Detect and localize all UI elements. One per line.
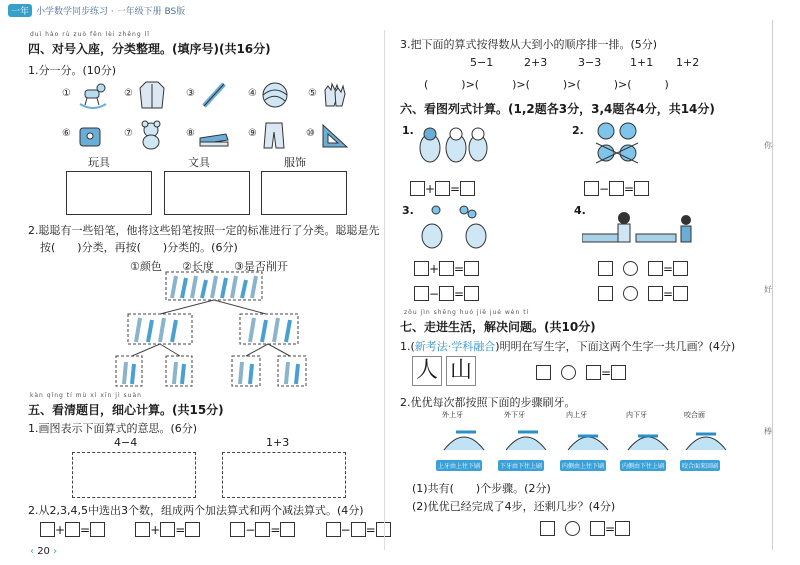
expr-1-plus-3: 1+3 xyxy=(266,436,290,449)
q7-2a[interactable]: (1)共有( )个步骤。(2分) xyxy=(412,482,551,495)
stapler-icon xyxy=(198,124,230,148)
answer-square[interactable] xyxy=(439,286,454,301)
sec5-q2: 2.从2,3,4,5中选出3个数，组成两个加法算式和两个减法算式。(4分) xyxy=(28,504,364,517)
page-header xyxy=(8,4,185,17)
char-ren: 人 xyxy=(412,356,442,386)
answer-square[interactable] xyxy=(230,522,245,537)
answer-circle[interactable] xyxy=(565,521,580,536)
step-label: 内上牙 xyxy=(566,411,587,419)
sec7-title: 七、走进生活，解决问题。(共10分) xyxy=(400,320,596,334)
pants-icon xyxy=(260,120,288,150)
answer-square[interactable] xyxy=(185,522,200,537)
expr-4-minus-4: 4−4 xyxy=(114,436,138,449)
step-label: 外下牙 xyxy=(504,411,525,419)
sec7-pinyin: zǒu jìn shēng huó jiě jué wèn tí xyxy=(404,309,530,316)
q7-1: 1.(新考法·学科融合)明明在写生字，下面这两个生字一共几画？(4分) xyxy=(400,340,736,353)
answer-square[interactable] xyxy=(590,521,605,536)
sec4-q2-line1: 2.聪聪有一些铅笔，他将这些铅笔按照一定的标准进行了分类。聪聪是先 xyxy=(28,224,380,237)
cardigan-icon xyxy=(138,80,166,110)
page-divider xyxy=(384,30,385,550)
num-10: ⑩ xyxy=(306,128,315,139)
answer-square[interactable] xyxy=(160,522,175,537)
num-1: ① xyxy=(62,88,71,99)
answer-square[interactable] xyxy=(464,286,479,301)
equation-q6-3b: − = xyxy=(414,283,479,302)
num-6: ⑥ xyxy=(62,128,71,139)
num-4: ④ xyxy=(248,88,257,99)
draw-box-1[interactable] xyxy=(72,452,196,498)
grade-badge: 一年 xyxy=(8,4,32,17)
q3-text: 3.把下面的算式按得数从大到小的顺序排一排。(5分) xyxy=(400,38,658,51)
expr-e: 1+2 xyxy=(676,56,700,69)
answer-square[interactable] xyxy=(615,521,630,536)
smiley-faces-picture xyxy=(594,120,644,166)
sec5-q1: 1.画图表示下面算式的意思。(6分) xyxy=(28,422,198,435)
answer-square[interactable] xyxy=(135,522,150,537)
step-tag: 下牙由下往上刷 xyxy=(498,460,544,471)
teeth-diagram xyxy=(436,422,736,456)
answer-square[interactable] xyxy=(609,181,624,196)
answer-circle[interactable] xyxy=(623,261,638,276)
equation-q7-2: = xyxy=(540,518,630,537)
answer-square[interactable] xyxy=(460,181,475,196)
expr-b: 2+3 xyxy=(524,56,548,69)
margin-char: 好 xyxy=(764,285,772,294)
step-tag: 内侧由下往上刷 xyxy=(620,460,666,471)
order-paren-row[interactable]: ( )>( )>( )>( )>( ) xyxy=(424,78,669,91)
toys-answer-box[interactable] xyxy=(66,171,152,215)
opt-sharpened: ③是否削开 xyxy=(234,260,288,273)
num-3: ③ xyxy=(186,88,195,99)
step-label: 咬合面 xyxy=(684,411,705,419)
stationery-answer-box[interactable] xyxy=(164,171,250,215)
expr-d: 1+1 xyxy=(630,56,654,69)
step-tag: 咬合面来回刷 xyxy=(680,460,720,471)
opt-color: ①颜色 xyxy=(130,260,162,273)
answer-circle[interactable] xyxy=(561,365,576,380)
answer-square[interactable] xyxy=(540,521,555,536)
answer-square[interactable] xyxy=(611,365,626,380)
cat-clothing-label: 服饰 xyxy=(284,156,306,169)
brushing-steps xyxy=(436,410,736,476)
sec4-pinyin: duì hào rù zuò fēn lèi zhěng lǐ xyxy=(30,31,150,38)
answer-square[interactable] xyxy=(351,522,366,537)
q6-1-label: 1. xyxy=(402,124,414,137)
answer-square[interactable] xyxy=(584,181,599,196)
step-tag: 内侧由上往下刷 xyxy=(560,460,606,471)
answer-square[interactable] xyxy=(40,522,55,537)
answer-square[interactable] xyxy=(255,522,270,537)
equation-q6-4a: = xyxy=(598,258,688,277)
expr-c: 3−3 xyxy=(578,56,602,69)
num-7: ⑦ xyxy=(124,128,133,139)
q7-1-text: 明明在写生字，下面这两个生字一共几画？(4分) xyxy=(499,340,736,353)
animals-picture xyxy=(412,124,492,168)
equation-row-sec5: + = + = − = − = xyxy=(40,519,391,538)
clothing-answer-box[interactable] xyxy=(261,171,347,215)
answer-circle[interactable] xyxy=(623,286,638,301)
answer-square[interactable] xyxy=(673,261,688,276)
q6-2-label: 2. xyxy=(572,124,584,137)
answer-square[interactable] xyxy=(414,261,429,276)
cat-stationery-label: 文具 xyxy=(188,156,210,169)
sec6-title: 六、看图列式计算。(1,2题各3分，3,4题各4分，共14分) xyxy=(400,102,715,116)
answer-square[interactable] xyxy=(536,365,551,380)
answer-square[interactable] xyxy=(598,286,613,301)
draw-box-2[interactable] xyxy=(222,452,346,498)
answer-square[interactable] xyxy=(410,181,425,196)
q6-3-label: 3. xyxy=(402,204,414,217)
pencil-tree-diagram xyxy=(100,270,330,400)
cat-toys-label: 玩具 xyxy=(88,156,110,169)
answer-square[interactable] xyxy=(464,261,479,276)
equation-q6-4b: = xyxy=(598,283,688,302)
teddy-bear-icon xyxy=(136,120,166,150)
answer-square[interactable] xyxy=(280,522,295,537)
pencil-group-top xyxy=(172,276,256,298)
sec5-title: 五、看清题目，细心计算。(共15分) xyxy=(28,403,224,417)
answer-square[interactable] xyxy=(439,261,454,276)
equation-q6-1: + = xyxy=(410,178,475,197)
char-shan: 山 xyxy=(446,356,476,386)
sec4-q1: 1.分一分。(10分) xyxy=(28,64,117,77)
answer-square[interactable] xyxy=(673,286,688,301)
sec4-q2-line2[interactable]: 按( )分类，再按( )分类的。(6分) xyxy=(40,241,238,254)
bears-balloons-picture xyxy=(414,204,494,250)
q6-4-label: 4. xyxy=(574,204,586,217)
equation-q6-3a: + = xyxy=(414,258,479,277)
equation-q7-1: = xyxy=(536,362,626,381)
book-title: 小学数学同步练习 · 一年级下册 BS版 xyxy=(36,7,186,17)
answer-square[interactable] xyxy=(435,181,450,196)
new-method-tag: 新考法·学科融合 xyxy=(414,340,496,353)
num-8: ⑧ xyxy=(186,128,195,139)
num-5: ⑤ xyxy=(308,88,317,99)
answer-square[interactable] xyxy=(65,522,80,537)
ball-icon xyxy=(260,80,290,110)
answer-square[interactable] xyxy=(634,181,649,196)
num-9: ⑨ xyxy=(248,128,257,139)
num-2: ② xyxy=(124,88,133,99)
expr-a: 5−1 xyxy=(470,56,494,69)
margin-line xyxy=(772,20,773,550)
step-label: 外上牙 xyxy=(442,411,463,419)
market-people-picture xyxy=(582,204,712,250)
equation-q6-2: − = xyxy=(584,178,649,197)
opt-length: ②长度 xyxy=(182,260,214,273)
gloves-icon xyxy=(320,80,350,110)
answer-square[interactable] xyxy=(326,522,341,537)
set-square-icon xyxy=(320,122,350,150)
answer-square[interactable] xyxy=(648,261,663,276)
step-tag: 上牙由上往下刷 xyxy=(436,460,482,471)
q7-2b: (2)优优已经完成了4步，还剩几步？(4分) xyxy=(412,500,616,513)
answer-square[interactable] xyxy=(90,522,105,537)
page-number: ‹ 20 › xyxy=(30,546,58,557)
q7-2: 2.优优每次都按照下面的步骤刷牙。 xyxy=(400,396,576,409)
sec5-pinyin: kàn qīng tí mù xì xīn jì suàn xyxy=(30,392,142,399)
sec4-title: 四、对号入座，分类整理。(填序号)(共16分) xyxy=(28,42,271,56)
step-label: 内下牙 xyxy=(626,411,647,419)
answer-square[interactable] xyxy=(586,365,601,380)
answer-square[interactable] xyxy=(598,261,613,276)
sharpener-icon xyxy=(76,120,104,150)
margin-char: 你 xyxy=(764,141,772,150)
margin-char: 棒 xyxy=(764,427,772,436)
answer-square[interactable] xyxy=(648,286,663,301)
answer-square[interactable] xyxy=(414,286,429,301)
pencil-icon xyxy=(200,80,228,110)
rocking-horse-icon xyxy=(76,80,110,110)
